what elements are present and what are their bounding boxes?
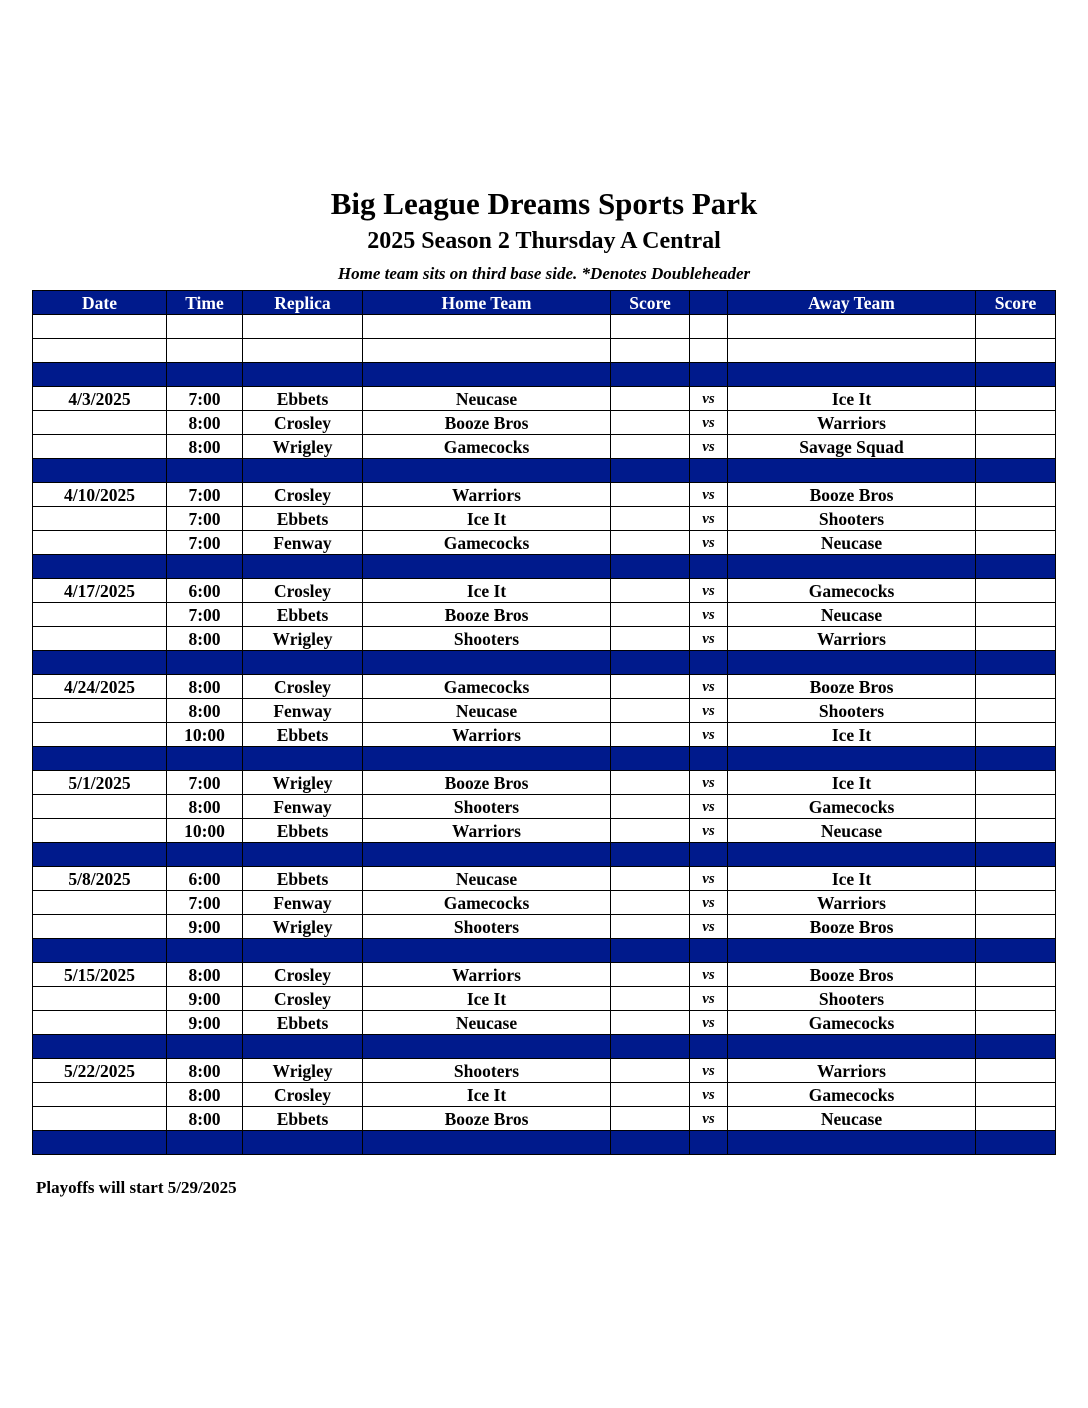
game-row [33,507,1056,531]
column-header-home-score: Score [611,291,690,315]
home-score [611,1059,690,1083]
away-team: Gamecocks [728,1083,976,1107]
game-field: Ebbets [243,1011,363,1035]
vs-label: vs [690,675,728,699]
vs-label: vs [690,819,728,843]
away-team: Warriors [728,627,976,651]
vs-label: vs [690,699,728,723]
away-score [976,987,1056,1011]
column-header-home-team: Home Team [363,291,611,315]
away-team: Warriors [728,411,976,435]
home-score [611,867,690,891]
home-team: Booze Bros [363,603,611,627]
game-date [33,1083,167,1107]
game-date [33,507,167,531]
week-separator-row [33,363,1056,387]
away-team: Gamecocks [728,579,976,603]
game-field: Wrigley [243,435,363,459]
away-score [976,915,1056,939]
home-team: Shooters [363,627,611,651]
vs-label: vs [690,627,728,651]
away-score [976,867,1056,891]
game-date [33,915,167,939]
vs-label: vs [690,435,728,459]
game-row [33,1011,1056,1035]
away-team: Neucase [728,603,976,627]
away-team: Booze Bros [728,915,976,939]
home-team: Neucase [363,387,611,411]
away-team: Shooters [728,699,976,723]
game-date [33,435,167,459]
vs-label: vs [690,1083,728,1107]
game-field: Crosley [243,1083,363,1107]
game-date: 5/1/2025 [33,771,167,795]
game-row [33,819,1056,843]
home-team-note: Home team sits on third base side. *Denotes Doubleheader [337,264,751,283]
week-separator-row [33,1131,1056,1155]
home-score [611,387,690,411]
vs-label: vs [690,531,728,555]
away-score [976,675,1056,699]
away-score [976,771,1056,795]
away-score [976,1083,1056,1107]
game-time: 8:00 [167,675,243,699]
away-score [976,627,1056,651]
column-header-away-score: Score [976,291,1056,315]
game-time: 10:00 [167,819,243,843]
away-score [976,435,1056,459]
empty-row [33,315,1056,339]
game-row [33,771,1056,795]
away-team: Booze Bros [728,483,976,507]
home-team: Ice It [363,1083,611,1107]
game-row [33,387,1056,411]
game-time: 7:00 [167,603,243,627]
game-time: 8:00 [167,435,243,459]
game-date: 4/17/2025 [33,579,167,603]
game-row [33,1059,1056,1083]
game-time: 7:00 [167,531,243,555]
game-date: 4/10/2025 [33,483,167,507]
home-score [611,411,690,435]
away-score [976,891,1056,915]
game-date: 5/22/2025 [33,1059,167,1083]
game-date [33,411,167,435]
vs-label: vs [690,795,728,819]
game-row [33,579,1056,603]
away-team: Warriors [728,1059,976,1083]
away-team: Shooters [728,987,976,1011]
home-team: Neucase [363,867,611,891]
away-score [976,387,1056,411]
vs-label: vs [690,411,728,435]
home-score [611,1107,690,1131]
game-time: 7:00 [167,507,243,531]
vs-label: vs [690,891,728,915]
home-team: Booze Bros [363,771,611,795]
game-date: 4/3/2025 [33,387,167,411]
home-team: Booze Bros [363,1107,611,1131]
game-row [33,411,1056,435]
home-score [611,579,690,603]
home-team: Booze Bros [363,411,611,435]
week-separator-row [33,651,1056,675]
home-score [611,771,690,795]
week-separator-row [33,747,1056,771]
game-field: Wrigley [243,1059,363,1083]
home-team: Ice It [363,987,611,1011]
game-field: Fenway [243,531,363,555]
column-header-away-team: Away Team [728,291,976,315]
away-score [976,1011,1056,1035]
home-score [611,699,690,723]
away-team: Neucase [728,819,976,843]
game-field: Wrigley [243,627,363,651]
home-score [611,507,690,531]
game-time: 8:00 [167,795,243,819]
game-row [33,795,1056,819]
away-team: Gamecocks [728,795,976,819]
game-row [33,867,1056,891]
game-field: Fenway [243,891,363,915]
game-time: 8:00 [167,1083,243,1107]
game-time: 9:00 [167,1011,243,1035]
away-team: Ice It [728,387,976,411]
game-row [33,723,1056,747]
away-team: Ice It [728,723,976,747]
week-separator-row [33,939,1056,963]
home-score [611,795,690,819]
game-time: 6:00 [167,579,243,603]
game-date [33,699,167,723]
home-score [611,819,690,843]
vs-label: vs [690,987,728,1011]
away-team: Booze Bros [728,675,976,699]
home-team: Warriors [363,483,611,507]
game-date [33,819,167,843]
vs-label: vs [690,579,728,603]
home-score [611,723,690,747]
game-field: Crosley [243,579,363,603]
game-time: 8:00 [167,411,243,435]
column-header-vs [690,291,728,315]
playoffs-note: Playoffs will start 5/29/2025 [36,1178,237,1197]
home-score [611,627,690,651]
game-date: 5/8/2025 [33,867,167,891]
game-date: 4/24/2025 [33,675,167,699]
game-row [33,963,1056,987]
game-date [33,603,167,627]
game-field: Fenway [243,795,363,819]
away-score [976,699,1056,723]
home-score [611,987,690,1011]
game-field: Crosley [243,963,363,987]
game-date: 5/15/2025 [33,963,167,987]
away-team: Neucase [728,531,976,555]
game-field: Wrigley [243,915,363,939]
away-team: Ice It [728,771,976,795]
away-score [976,723,1056,747]
game-field: Ebbets [243,867,363,891]
vs-label: vs [690,603,728,627]
game-field: Ebbets [243,723,363,747]
game-row [33,627,1056,651]
game-row [33,603,1056,627]
game-row [33,891,1056,915]
away-team: Warriors [728,891,976,915]
game-date [33,723,167,747]
home-team: Ice It [363,507,611,531]
vs-label: vs [690,963,728,987]
home-team: Neucase [363,1011,611,1035]
home-team: Shooters [363,1059,611,1083]
away-score [976,579,1056,603]
game-field: Ebbets [243,1107,363,1131]
game-field: Ebbets [243,387,363,411]
game-time: 8:00 [167,1107,243,1131]
game-row [33,1083,1056,1107]
game-row [33,915,1056,939]
table-header-row [33,291,1056,315]
away-score [976,795,1056,819]
home-team: Gamecocks [363,675,611,699]
away-score [976,1107,1056,1131]
game-date [33,627,167,651]
column-header-replica: Replica [243,291,363,315]
game-field: Crosley [243,483,363,507]
home-team: Shooters [363,795,611,819]
vs-label: vs [690,723,728,747]
game-row [33,987,1056,1011]
schedule-body [33,315,1056,1155]
vs-label: vs [690,771,728,795]
game-row [33,699,1056,723]
away-team: Neucase [728,1107,976,1131]
home-team: Gamecocks [363,435,611,459]
game-field: Wrigley [243,771,363,795]
game-date [33,795,167,819]
vs-label: vs [690,1011,728,1035]
column-header-time: Time [167,291,243,315]
vs-label: vs [690,867,728,891]
game-field: Ebbets [243,507,363,531]
home-score [611,1083,690,1107]
game-row [33,1107,1056,1131]
game-time: 9:00 [167,915,243,939]
game-field: Fenway [243,699,363,723]
week-separator-row [33,555,1056,579]
game-date [33,891,167,915]
game-time: 6:00 [167,867,243,891]
column-header-date: Date [33,291,167,315]
away-score [976,411,1056,435]
home-team: Ice It [363,579,611,603]
game-field: Ebbets [243,819,363,843]
game-time: 8:00 [167,699,243,723]
away-team: Booze Bros [728,963,976,987]
vs-label: vs [690,1107,728,1131]
game-field: Crosley [243,987,363,1011]
home-score [611,483,690,507]
vs-label: vs [690,387,728,411]
away-team: Gamecocks [728,1011,976,1035]
home-score [611,1011,690,1035]
home-team: Gamecocks [363,531,611,555]
game-time: 7:00 [167,387,243,411]
away-score [976,531,1056,555]
away-score [976,483,1056,507]
home-team: Warriors [363,963,611,987]
game-field: Ebbets [243,603,363,627]
away-team: Savage Squad [728,435,976,459]
page-title: Big League Dreams Sports Park [330,186,758,221]
schedule-table [32,290,1056,1155]
home-team: Warriors [363,723,611,747]
away-score [976,507,1056,531]
game-time: 8:00 [167,627,243,651]
game-row [33,531,1056,555]
game-date [33,1107,167,1131]
vs-label: vs [690,483,728,507]
game-row [33,483,1056,507]
home-team: Shooters [363,915,611,939]
game-time: 8:00 [167,1059,243,1083]
away-team: Shooters [728,507,976,531]
home-score [611,435,690,459]
away-team: Ice It [728,867,976,891]
away-score [976,603,1056,627]
game-time: 7:00 [167,771,243,795]
game-field: Crosley [243,675,363,699]
home-score [611,915,690,939]
game-time: 10:00 [167,723,243,747]
game-time: 8:00 [167,963,243,987]
home-score [611,963,690,987]
away-score [976,1059,1056,1083]
game-time: 9:00 [167,987,243,1011]
season-subtitle: 2025 Season 2 Thursday A Central [367,228,721,254]
home-team: Gamecocks [363,891,611,915]
game-date [33,987,167,1011]
home-team: Neucase [363,699,611,723]
week-separator-row [33,843,1056,867]
home-team: Warriors [363,819,611,843]
away-score [976,963,1056,987]
game-field: Crosley [243,411,363,435]
game-date [33,1011,167,1035]
away-score [976,819,1056,843]
home-score [611,891,690,915]
game-time: 7:00 [167,891,243,915]
game-time: 7:00 [167,483,243,507]
home-score [611,675,690,699]
empty-row [33,339,1056,363]
game-row [33,435,1056,459]
vs-label: vs [690,507,728,531]
vs-label: vs [690,915,728,939]
home-score [611,531,690,555]
vs-label: vs [690,1059,728,1083]
home-score [611,603,690,627]
week-separator-row [33,1035,1056,1059]
game-date [33,531,167,555]
game-row [33,675,1056,699]
week-separator-row [33,459,1056,483]
